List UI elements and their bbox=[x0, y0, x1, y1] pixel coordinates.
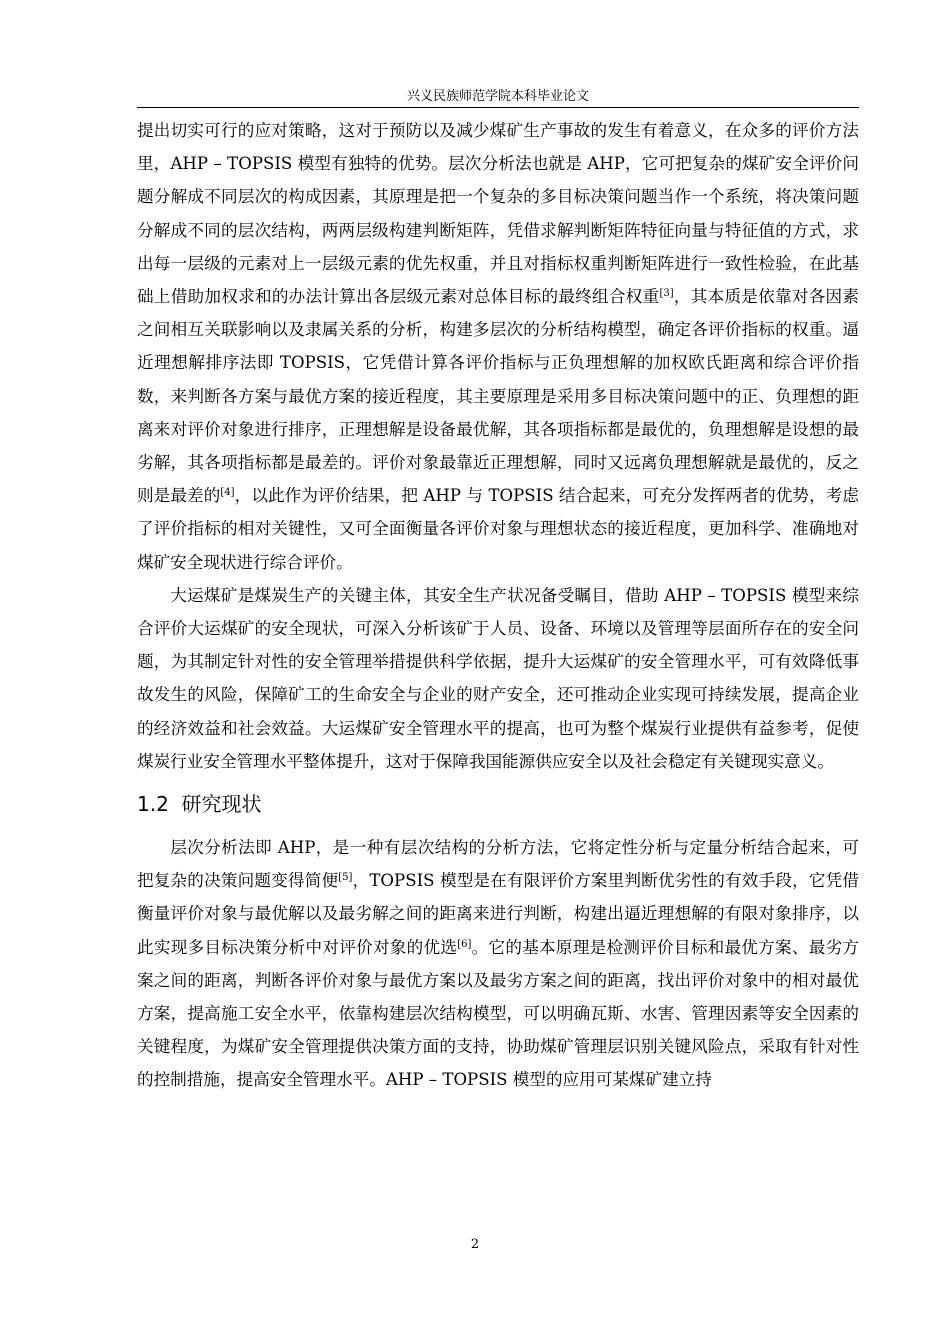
page-number: 2 bbox=[470, 1237, 480, 1252]
citation-3: [3] bbox=[659, 288, 674, 300]
header-rule bbox=[137, 107, 859, 108]
paragraph-3-text-c: 。它的基本原理是检测评价目标和最优方案、最劣方案之间的距离，判断各评价对象与最优方案以及最劣方案之间的距离，找出评价对象中的相对最优方案，提高施工安全水平，依靠构建层次结构模型，可以明确瓦斯、水害、管理因素等安全因素的关键程度，为煤矿安全管理提供决策方面的支持，协助煤矿管理层识别关键风险点，采取有针对性的控制措施，提高安全管理水平。AHP – TOPSIS 模型的应用可某煤矿建立持 bbox=[137, 937, 860, 1090]
paragraph-1-text-b: ，其本质是依靠对各因素之间相互关联影响以及隶属关系的分析，构建多层次的分析结构模型，确定各评价指标的权重。逼近理想解排序法即 TOPSIS，它凭借计算各评价指标与正负理想解的加权欧氏距离和综合评价指数，来判断各方案与最优方案的接近程度，其主要原理是采用多目标决策问题中的正、负理想的距离来对评价对象进行排序，正理想解是设备最优解，其各项指标都是最优的，负理想解是设想的最劣解，其各项指标都是最差的。评价对象最靠近正理想解，同时又远离负理想解就是最优的，反之则是最差的 bbox=[137, 287, 860, 506]
paragraph-3-text-a: 层次分析法即 AHP，是一种有层次结构的分析方法，它将定性分析与定量分析结合起来，可把复杂的决策问题变得简便 bbox=[137, 838, 859, 891]
citation-4: [4] bbox=[220, 487, 235, 499]
citation-5: [5] bbox=[338, 872, 353, 884]
section-title: 研究现状 bbox=[181, 792, 262, 817]
running-header: 兴义民族师范学院本科毕业论文 bbox=[406, 89, 589, 104]
section-heading bbox=[137, 788, 859, 820]
paragraph-1 bbox=[137, 114, 859, 579]
body-text bbox=[137, 114, 859, 1097]
paragraph-3-text-b: ，TOPSIS 模型是在有限评价方案里判断优劣性的有效手段，它凭借衡量评价对象与最优解以及最劣解之间的距离来进行判断，构建出逼近理想解的有限对象排序，以此实现多目标决策分析中对评价对象的优选 bbox=[137, 871, 860, 957]
paragraph-1-text-a: 提出切实可行的应对策略，这对于预防以及减少煤矿生产事故的发生有着意义，在众多的评价方法里，AHP – TOPSIS 模型有独特的优势。层次分析法也就是 AHP，它可把复杂的煤矿安全评价问题分解成不同层次的构成因素，其原理是把一个复杂的多目标决策问题当作一个系统，将决策问题分解成不同的层次结构，两两层级构建判断矩阵，凭借求解判断矩阵特征向量与特征值的方式，求出每一层级的元素对上一层级元素的优先权重，并且对指标权重判断矩阵进行一致性检验，在此基础上借助加权求和的办法计算出各层级元素对总体目标的最终组合权重 bbox=[137, 121, 859, 307]
citation-6: [6] bbox=[457, 938, 472, 950]
paragraph-2: 大运煤矿是煤炭生产的关键主体，其安全生产状况备受瞩目，借助 AHP – TOPSIS 模型来综合评价大运煤矿的安全现状，可深入分析该矿于人员、设备、环境以及管理等层面所存在的安全问题，为其制定针对性的安全管理举措提供科学依据，提升大运煤矿的安全管理水平，可有效降低事故发生的风险，保障矿工的生命安全与企业的财产安全，还可推动企业实现可持续发展，提高企业的经济效益和社会效益。大运煤矿安全管理水平的提高，也可为整个煤炭行业提供有益参考，促使煤炭行业安全管理水平整体提升，这对于保障我国能源供应安全以及社会稳定有关键现实意义。 bbox=[137, 585, 859, 771]
paragraph-3 bbox=[137, 831, 859, 1097]
section-number: 1.2 bbox=[137, 792, 169, 817]
paragraph-1-text-c: ，以此作为评价结果，把 AHP 与 TOPSIS 结合起来，可充分发挥两者的优势，考虑了评价指标的相对关键性，又可全面衡量各评价对象与理想状态的接近程度，更加科学、准确地对煤矿安全现状进行综合评价。 bbox=[137, 486, 860, 572]
